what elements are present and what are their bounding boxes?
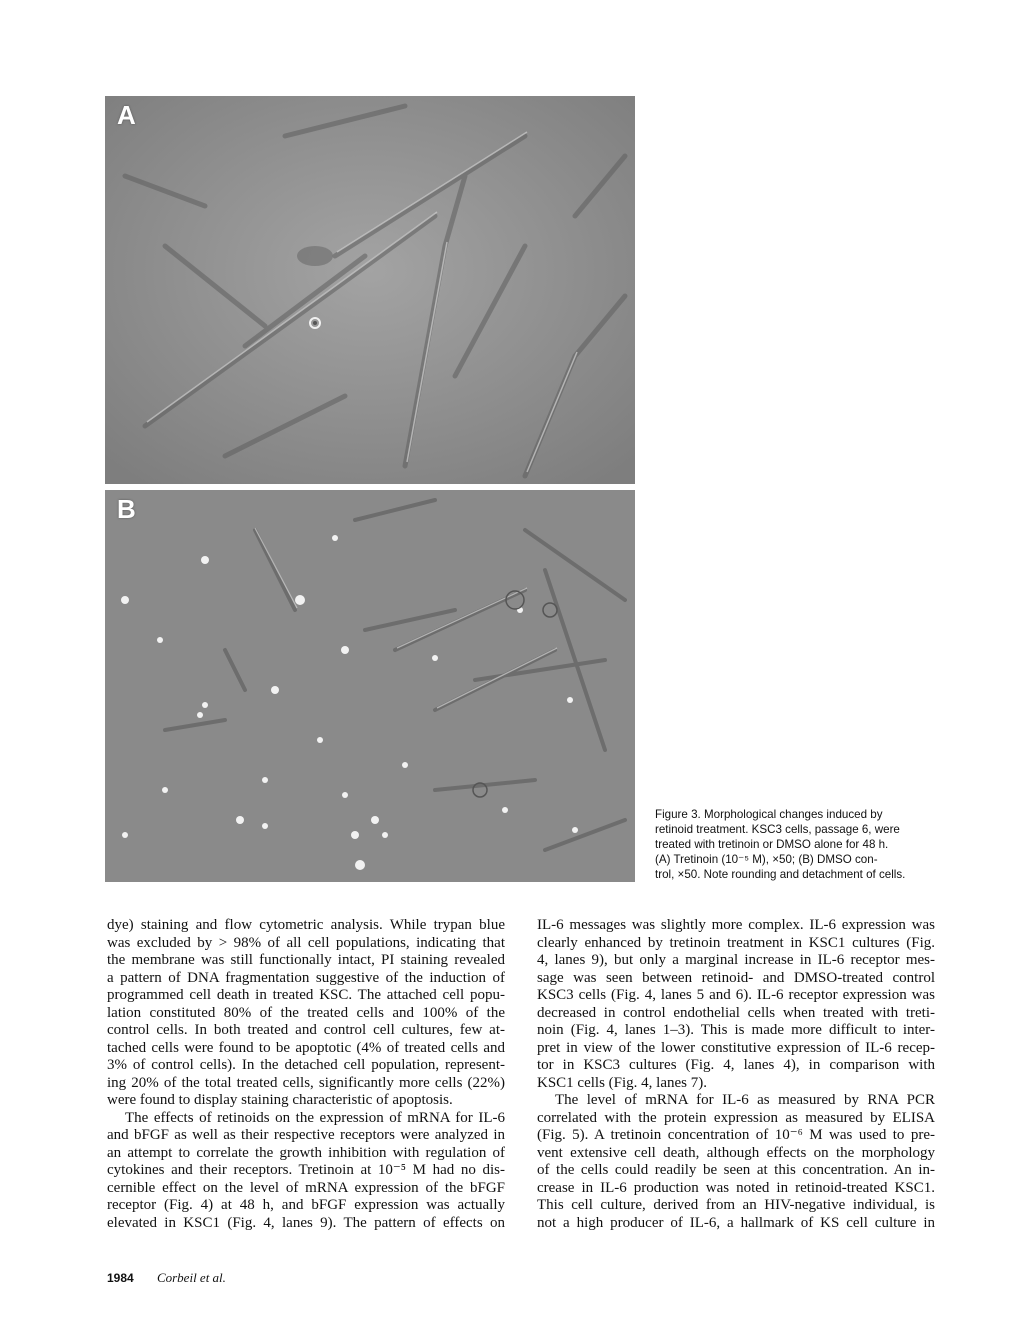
panel-a-label: A <box>117 100 136 130</box>
text-line: ing 20% of the total treated cells, significantly more cells (22%) <box>107 1074 505 1091</box>
text-line: the membrane was still functionally intact, PI staining revealed <box>107 952 505 968</box>
text-line: dye) staining and flow cytometric analysis. While trypan blue <box>107 917 505 933</box>
page-number: 1984 <box>107 1271 134 1285</box>
figure-3-panel-b-micrograph <box>105 490 635 882</box>
text-line: clearly enhanced by tretinoin treatment in KSC1 cultures (Fig. <box>537 934 935 951</box>
panel-b-cells-image <box>105 490 635 882</box>
text-line: were found to display staining characteristic of apoptosis. <box>107 1092 453 1108</box>
text-line: sage was seen between retinoid- and DMSO-treated control <box>537 969 935 986</box>
panel-a-cells-image <box>105 96 635 484</box>
text-line: cytokines and their receptors. Tretinoin at 10⁻⁵ M had no dis- <box>107 1162 505 1178</box>
body-text-right-column <box>537 917 935 1232</box>
text-line: correlated with the protein expression as measured by ELISA <box>537 1109 935 1126</box>
text-line: cernible effect on the level of mRNA expression of the bFGF <box>107 1179 505 1196</box>
text-line: 3% of control cells). In the detached cell population, represent- <box>107 1057 505 1073</box>
text-line: and bFGF as well as their respective receptors were analyzed in <box>107 1127 505 1143</box>
text-line: The effects of retinoids on the expression of mRNA for IL-6 <box>125 1109 505 1126</box>
caption-line: (A) Tretinoin (10⁻⁵ M), ×50; (B) DMSO con- <box>655 853 878 866</box>
text-line: 4, lanes 9), but only a marginal increase in IL-6 receptor mes- <box>537 952 935 968</box>
caption-line: retinoid treatment. KSC3 cells, passage 6, were <box>655 823 900 836</box>
text-line: tached cells were found to be apoptotic (4% of treated cells and <box>107 1039 505 1056</box>
text-line: elevated in KSC1 (Fig. 4, lanes 9). The pattern of effects on <box>107 1214 505 1231</box>
caption-line: treated with tretinoin or DMSO alone for 48 h. <box>655 838 889 851</box>
figure-3-caption <box>655 807 945 882</box>
body-text-left-column <box>107 917 505 1232</box>
text-line: control cells. In both treated and control cell cultures, few at- <box>107 1022 505 1038</box>
text-line: of the cells could readily be seen at this concentration. An in- <box>537 1162 935 1178</box>
caption-line: trol, ×50. Note rounding and detachment of cells. <box>655 868 906 881</box>
text-line: not a high producer of IL-6, a hallmark of KS cell culture in <box>537 1214 935 1231</box>
text-line: KSC3 cells (Fig. 4, lanes 5 and 6). IL-6 receptor expression was <box>537 987 935 1003</box>
text-line: receptor (Fig. 4) at 48 h, and bFGF expression was actually <box>107 1197 505 1213</box>
text-line: KSC1 cells (Fig. 4, lanes 7). <box>537 1074 707 1091</box>
text-line: (Fig. 5). A tretinoin concentration of 10⁻⁶ M was used to pre- <box>537 1127 935 1143</box>
text-line: an attempt to correlate the growth inhibition with regulation of <box>107 1144 505 1161</box>
text-line: lation constituted 80% of the treated cells and 100% of the <box>107 1004 505 1021</box>
text-line: noin (Fig. 4, lanes 1–3). This is made more difficult to inter- <box>537 1022 935 1038</box>
panel-b-label: B <box>117 494 136 524</box>
text-line: crease in IL-6 production was noted in retinoid-treated KSC1. <box>537 1179 935 1196</box>
text-line: tor in KSC3 cultures (Fig. 4, lanes 4), in comparison with <box>537 1057 935 1073</box>
caption-line: Figure 3. Morphological changes induced by <box>655 808 883 821</box>
text-line: decreased in control endothelial cells when treated with treti- <box>537 1004 935 1021</box>
figure-3-panel-a-micrograph <box>105 96 635 484</box>
text-line: was excluded by > 98% of all cell populations, indicating that <box>107 934 505 951</box>
text-line: a pattern of DNA fragmentation suggestive of the induction of <box>107 969 505 986</box>
running-head: Corbeil et al. <box>156 1270 226 1285</box>
text-line: programmed cell death in treated KSC. The attached cell popu- <box>107 987 505 1003</box>
text-line: This cell culture, derived from an HIV-negative individual, is <box>537 1197 935 1213</box>
text-line: The level of mRNA for IL-6 as measured by RNA PCR <box>555 1092 935 1108</box>
text-line: IL-6 messages was slightly more complex. IL-6 expression was <box>537 917 935 933</box>
page-footer <box>107 1270 226 1286</box>
text-line: vent extensive cell death, although effects on the morphology <box>537 1144 935 1161</box>
text-line: pret in view of the lower constitutive expression of IL-6 recep- <box>537 1039 935 1056</box>
